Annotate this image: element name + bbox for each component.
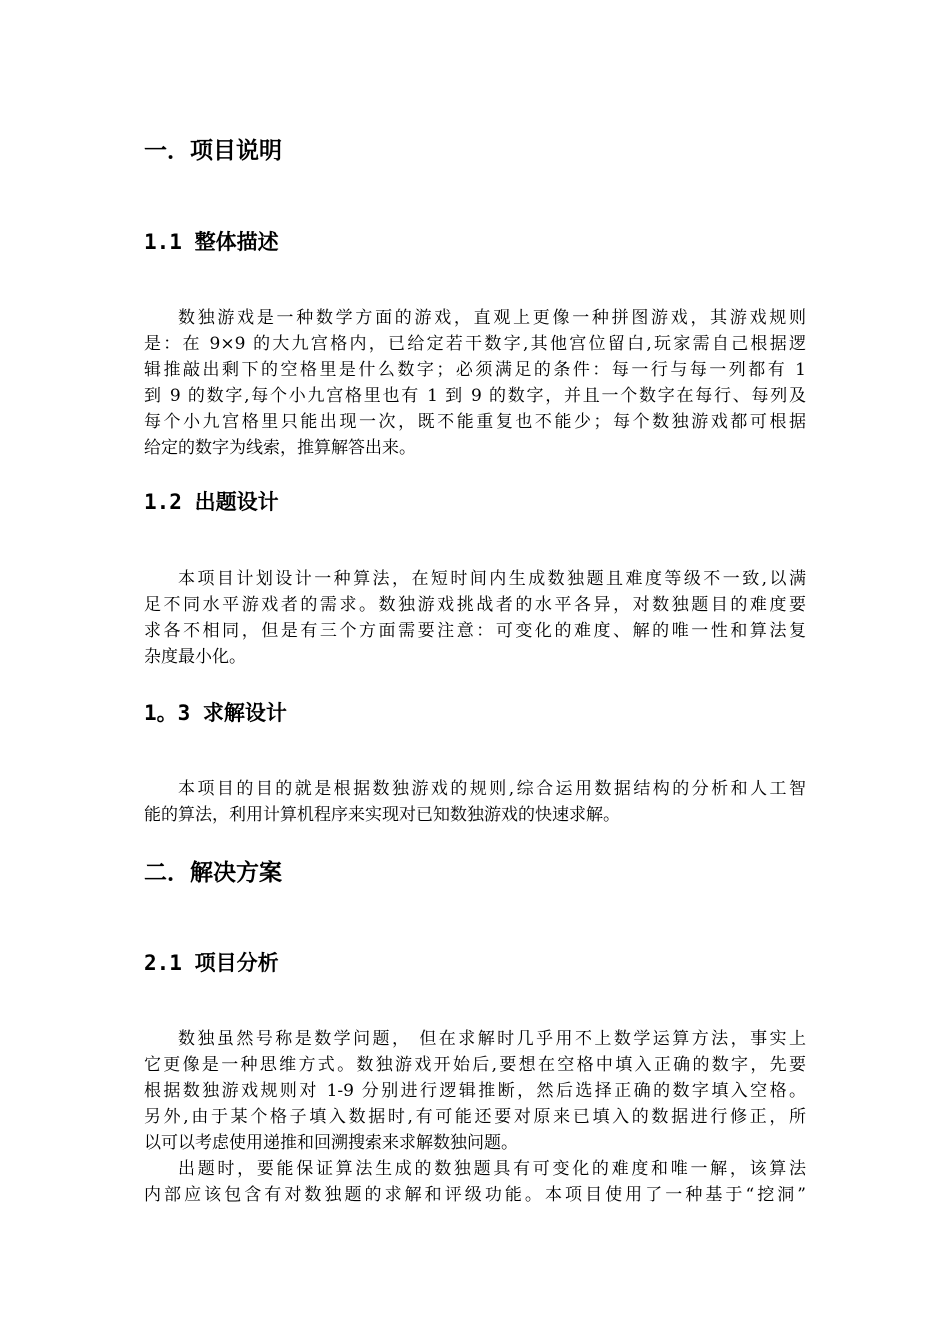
paragraph-line: 是：在 9×9 的大九宫格内，已给定若干数字,其他宫位留白,玩家需自己根据逻 xyxy=(144,334,806,354)
paragraph-line: 以可以考虑使用递推和回溯搜索来求解数独问题。 xyxy=(144,1133,518,1153)
paragraph-line: 每个小九宫格里只能出现一次，既不能重复也不能少；每个数独游戏都可根据 xyxy=(144,412,806,432)
subsection-heading-1-3: 1。3 求解设计 xyxy=(144,701,287,725)
paragraph-2-1 xyxy=(144,1026,806,1156)
paragraph-line: 出题时，要能保证算法生成的数独题具有可变化的难度和唯一解，该算法 xyxy=(178,1159,806,1179)
paragraph-line: 数独虽然号称是数学问题， 但在求解时几乎用不上数学运算方法，事实上 xyxy=(178,1029,806,1049)
paragraph-line: 足不同水平游戏者的需求。数独游戏挑战者的水平各异，对数独题目的难度要 xyxy=(144,595,806,615)
paragraph-line: 本项目的目的就是根据数独游戏的规则,综合运用数据结构的分析和人工智 xyxy=(178,779,806,799)
paragraph-1-1 xyxy=(144,305,806,461)
paragraph-line: 能的算法，利用计算机程序来实现对已知数独游戏的快速求解。 xyxy=(144,805,620,825)
subsection-heading-1-2: 1.2 出题设计 xyxy=(144,490,279,514)
paragraph-line: 数独游戏是一种数学方面的游戏，直观上更像一种拼图游戏，其游戏规则 xyxy=(178,308,806,328)
paragraph-line: 根据数独游戏规则对 1-9 分别进行逻辑推断，然后选择正确的数字填入空格。 xyxy=(144,1081,806,1101)
paragraph-line: 它更像是一种思维方式。数独游戏开始后,要想在空格中填入正确的数字，先要 xyxy=(144,1055,806,1075)
paragraph-line: 杂度最小化。 xyxy=(144,647,246,667)
paragraph-line: 另外,由于某个格子填入数据时,有可能还要对原来已填入的数据进行修正，所 xyxy=(144,1107,806,1127)
subsection-heading-1-1: 1.1 整体描述 xyxy=(144,230,279,254)
paragraph-line: 给定的数字为线索，推算解答出来。 xyxy=(144,438,416,458)
paragraph-line: 到 9 的数字,每个小九宫格里也有 1 到 9 的数字，并且一个数字在每行、每列及 xyxy=(144,386,806,406)
subsection-heading-2-1: 2.1 项目分析 xyxy=(144,951,279,975)
paragraph-2-1-b xyxy=(144,1156,806,1208)
paragraph-1-2 xyxy=(144,566,806,670)
section-heading-1: 一．项目说明 xyxy=(144,138,282,164)
paragraph-1-3 xyxy=(144,776,806,828)
paragraph-line: 求各不相同，但是有三个方面需要注意：可变化的难度、解的唯一性和算法复 xyxy=(144,621,806,641)
paragraph-line: 内部应该包含有对数独题的求解和评级功能。本项目使用了一种基于“挖洞” xyxy=(144,1185,806,1205)
section-heading-2: 二．解决方案 xyxy=(144,860,282,886)
paragraph-line: 辑推敲出剩下的空格里是什么数字；必须满足的条件：每一行与每一列都有 1 xyxy=(144,360,806,380)
paragraph-line: 本项目计划设计一种算法，在短时间内生成数独题且难度等级不一致,以满 xyxy=(178,569,806,589)
